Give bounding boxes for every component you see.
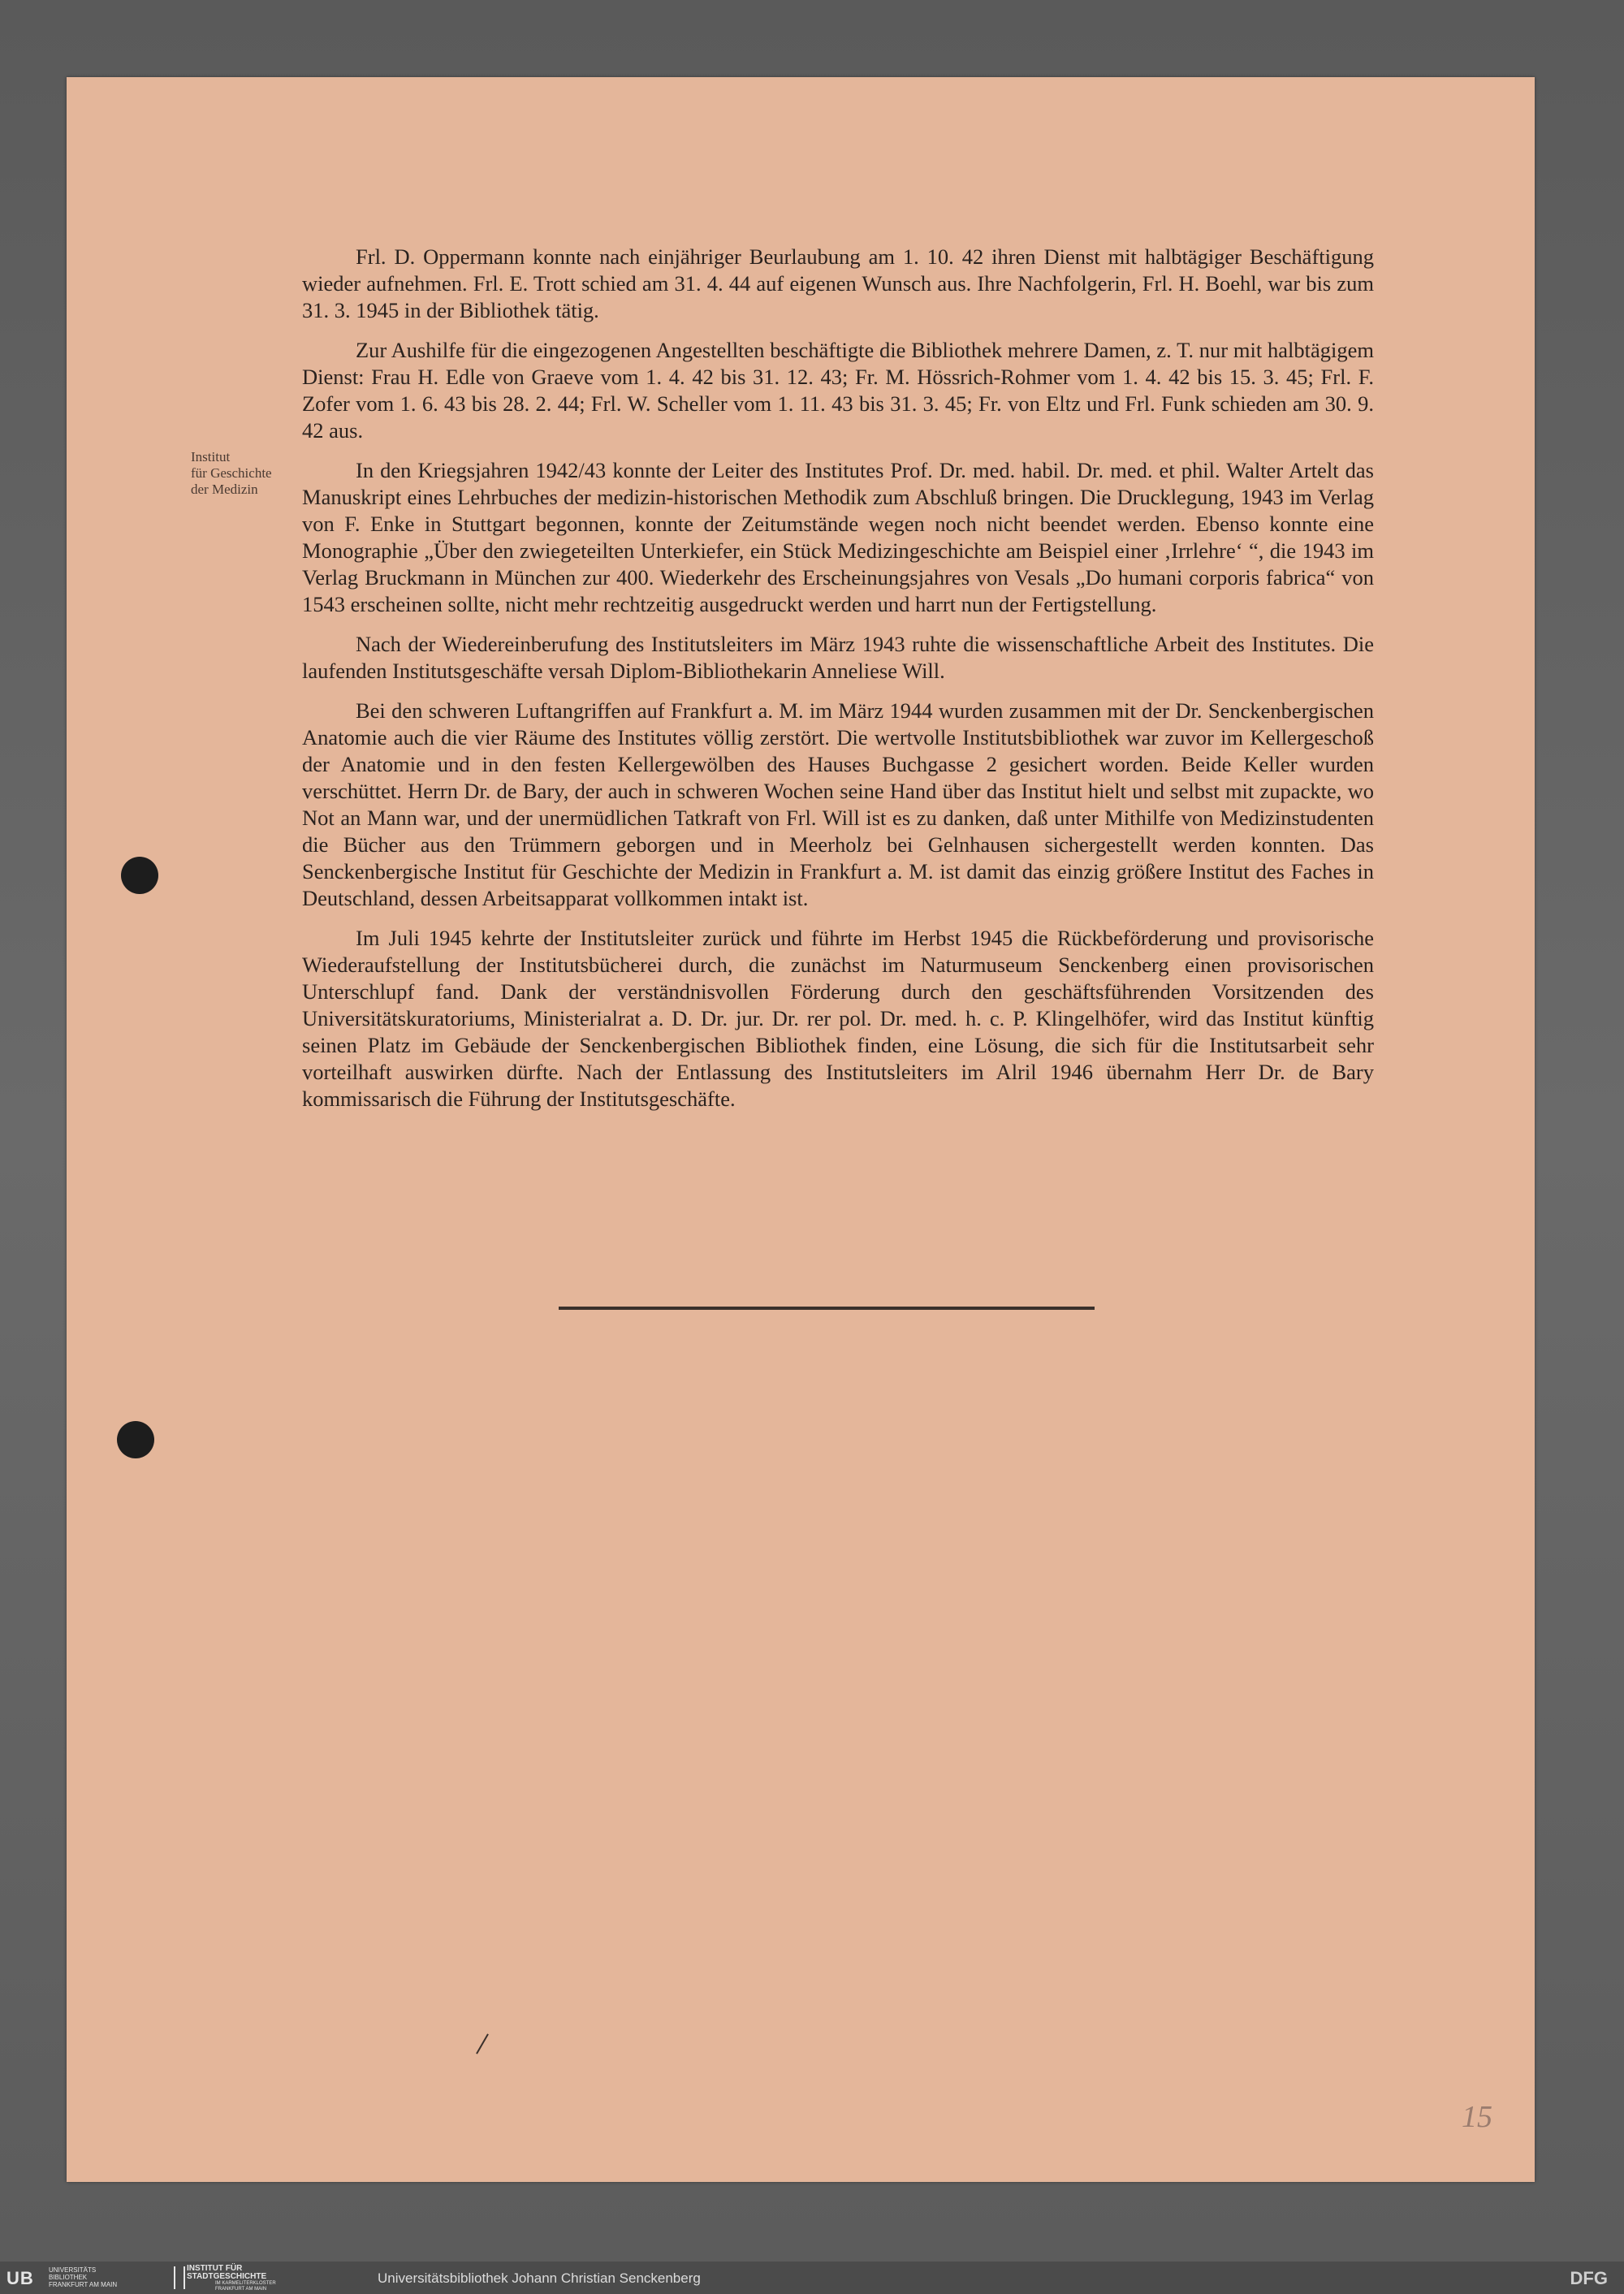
viewer-footer (0, 2262, 1624, 2294)
punch-hole (117, 1421, 154, 1458)
institute-logo-line: INSTITUT FÜR (187, 2264, 243, 2273)
institute-logo-subtext (215, 2281, 276, 2292)
institute-logo-line: IM KARMELITERKLOSTER (215, 2281, 276, 2286)
paragraph: In den Kriegsjahren 1942/43 konnte der Leiter des Institutes Prof. Dr. med. habil. Dr. med. et phil. Walter Artelt das Manuskript eines Lehrbuches der medizin-historischen Methodik zum Abschluß bringen. Die Drucklegung, 1943 im Verlag von F. Enke in Stuttgart begonnen, konnte der Zeitumstände wegen noch nicht beendet werden. Ebenso konnte eine Monographie „Über den zwiegeteilten Unterkiefer, ein Stück Medizingeschichte am Beispiel einer ‚Irrlehre‘ “, die 1943 im Verlag Bruckmann in München zur 400. Wiederkehr des Erscheinungsjahres von Vesals „Do humani corporis fabrica“ von 1543 erscheinen sollte, nicht mehr rechtzeitig ausgedruckt werden und harrt nun der Fertigstellung. (302, 458, 1374, 616)
margin-stamp-line: Institut (191, 449, 231, 464)
library-name[interactable]: Universitätsbibliothek Johann Christian Senckenberg (378, 2270, 701, 2286)
ub-logo[interactable]: UB (6, 2268, 34, 2288)
ub-logo-text (49, 2266, 171, 2288)
paragraph: Bei den schweren Luftangriffen auf Frankfurt a. M. im März 1944 wurden zusammen mit der Dr. Senckenbergischen Anatomie auch die vier Räume des Institutes völlig zerstört. Die wertvolle Institutsbibliothek war zuvor im Kellergeschoß der Anatomie und in den festen Kellergewölben des Hauses Buchgasse 2 gesichert worden. Beide Keller wurden verschüttet. Herrn Dr. de Bary, der auch in schweren Wochen seine Hand über das Institut hielt und selbst mit zupackte, wo Not an Mann war, und der unermüdlichen Tatkraft von Frl. Will ist es zu danken, daß unter Mithilfe von Medizinstudenten die Bücher aus den Trümmern geborgen und in Meerholz bei Gelnhausen sichergestellt werden konnten. Das Senckenbergische Institut für Geschichte der Medizin in Frankfurt a. M. ist damit das einzig größere Institut des Faches in Deutschland, dessen Arbeitsapparat vollkommen intakt ist. (302, 698, 1374, 910)
ub-logo-line: BIBLIOTHEK (49, 2274, 88, 2281)
institute-logo-line: STADTGESCHICHTE (187, 2272, 267, 2281)
paragraph: Nach der Wiedereinberufung des Institutsleiters im März 1943 ruhte die wissenschaftliche Arbeit des Institutes. Die laufenden Institutsgeschäfte versah Diplom-Bibliothekarin Anneliese Will. (302, 632, 1374, 683)
institute-logo-line: FRANKFURT AM MAIN (215, 2287, 267, 2292)
paragraph: Im Juli 1945 kehrte der Institutsleiter zurück und führte im Herbst 1945 die Rückbeförderung und provisorische Wiederaufstellung der Institutsbücherei durch, die zunächst im Naturmuseum Senckenberg einen provisorischen Unterschlupf fand. Dank der verständnisvollen Förderung durch den geschäftsführenden Vorsitzenden des Universitätskuratoriums, Ministerialrat a. D. Dr. jur. Dr. rer pol. Dr. med. h. c. P. Klingelhöfer, wird das Institut künftig seinen Platz im Gebäude der Senckenbergischen Bibliothek finden, eine Lösung, die sich für die Institutsarbeit sehr vorteilhaft auswirken dürfte. Nach der Entlassung des Institutsleiters im Alril 1946 übernahm Herr Dr. de Bary kommissarisch die Führung der Institutsgeschäfte. (302, 926, 1374, 1111)
margin-stamp (191, 449, 296, 498)
page-number: 15 (1462, 2100, 1492, 2134)
document-body (302, 244, 1374, 1125)
punch-hole (121, 857, 158, 894)
dfg-logo[interactable]: DFG (1570, 2268, 1608, 2288)
institute-logo[interactable] (187, 2265, 266, 2281)
end-rule (559, 1307, 1095, 1310)
ub-logo-line: UNIVERSITÄTS (49, 2266, 97, 2274)
paragraph: Zur Aushilfe für die eingezogenen Angestellten beschäftigte die Bibliothek mehrere Damen, z. T. nur mit halbtägigem Dienst: Frau H. Edle von Graeve vom 1. 4. 42 bis 31. 12. 43; Fr. M. Hössrich-Rohmer vom 1. 4. 42 bis 15. 3. 45; Frl. F. Zofer vom 1. 6. 43 bis 28. 2. 44; Frl. W. Scheller vom 1. 11. 43 bis 31. 3. 45; Fr. von Eltz und Frl. Funk schieden am 30. 9. 42 aus. (302, 338, 1374, 443)
margin-stamp-line: der Medizin (191, 482, 258, 497)
margin-stamp-line: für Geschichte (191, 465, 272, 481)
institute-logo-icon (174, 2266, 185, 2289)
ub-logo-line: FRANKFURT AM MAIN (49, 2281, 118, 2288)
paragraph: Frl. D. Oppermann konnte nach einjähriger Beurlaubung am 1. 10. 42 ihren Dienst mit halbtägiger Beschäftigung wieder aufnehmen. Frl. E. Trott schied am 31. 4. 44 auf eigenen Wunsch aus. Ihre Nachfolgerin, Frl. H. Boehl, war bis zum 31. 3. 1945 in der Bibliothek tätig. (302, 244, 1374, 322)
